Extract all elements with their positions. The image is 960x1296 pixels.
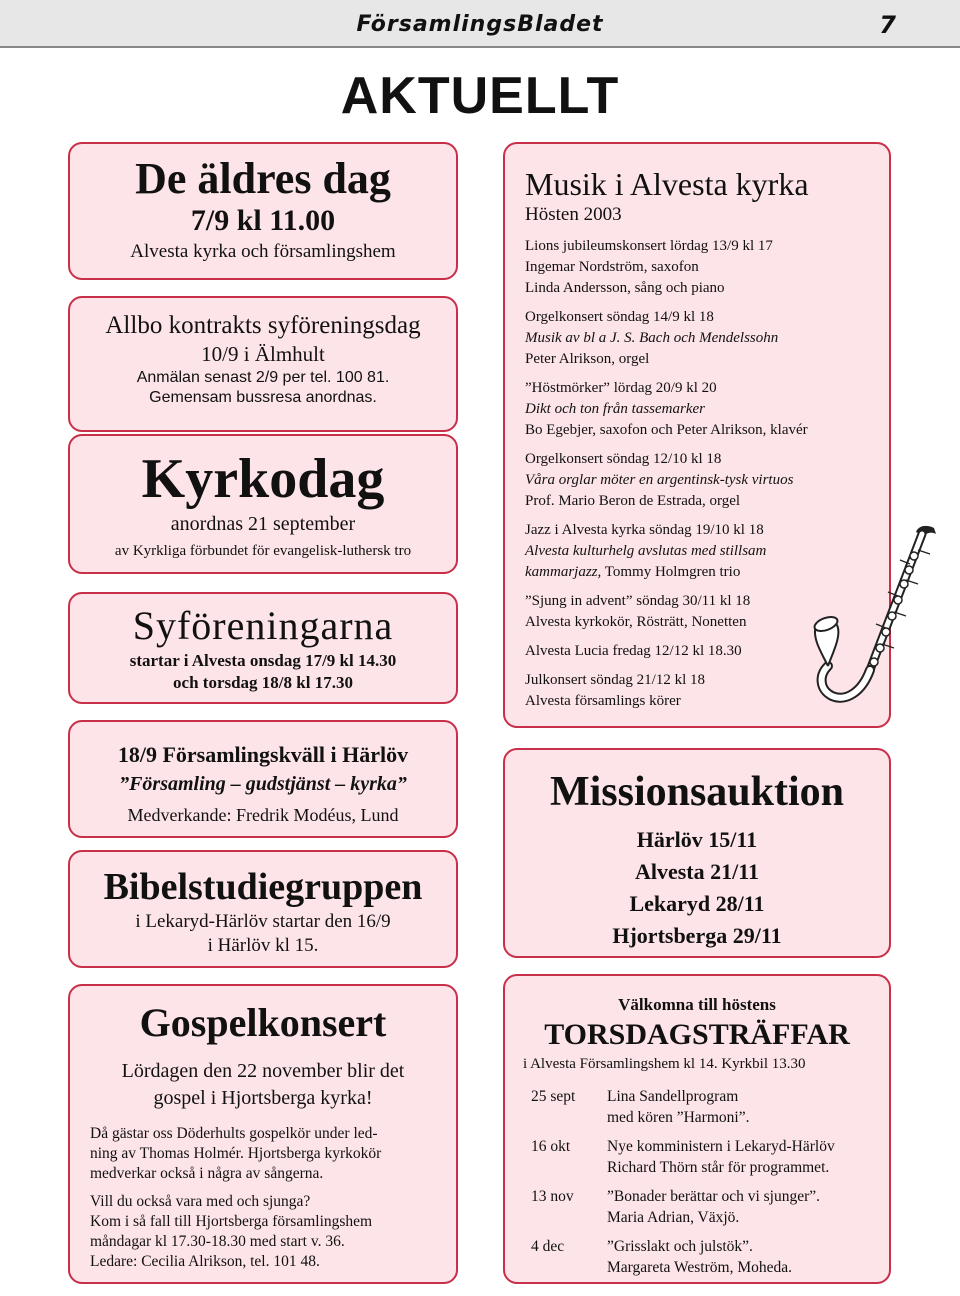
gospel-p1-line: ning av Thomas Holmér. Hjortsberga kyrkokör [90,1145,382,1162]
musik-event-line: Alvesta församlings körer [525,693,681,709]
musik-event-line: Orgelkonsert söndag 12/10 kl 18 [525,451,722,467]
torsdag-item-line: Nye komministern i Lekaryd-Härlöv [607,1138,835,1155]
musik-event [525,307,889,370]
gospel-p2-line: Ledare: Cecilia Alrikson, tel. 101 48. [90,1253,320,1270]
musik-event-italic: kammarjazz, [525,564,602,580]
torsdag-item-date: 13 nov [531,1188,574,1205]
torsdag-item-line: med kören ”Harmoni”. [607,1109,750,1126]
musik-event-line: Jazz i Alvesta kyrka söndag 19/10 kl 18 [525,522,764,538]
musik-event-line: Alvesta kulturhelg avslutas med stillsam [525,543,767,559]
gospel-p1-line: medverkar också i några av sångerna. [90,1165,324,1182]
musik-event-line: Dikt och ton från tassemarker [525,401,705,417]
missionsauktion-date: Härlöv 15/11 [636,827,758,852]
kyrkodag-line1: anordnas 21 september [170,513,356,535]
torsdag-item [531,1136,889,1178]
allbo-box [68,296,458,432]
musik-title: Musik i Alvesta kyrka [525,166,809,202]
missionsauktion-date: Lekaryd 28/11 [629,891,765,916]
torsdag-item-line: Maria Adrian, Växjö. [607,1209,740,1226]
gospel-title: Gospelkonsert [139,1000,387,1045]
gospel-p2-line: Vill du också vara med och sjunga? [90,1193,311,1210]
forsamlingskvall-box [68,720,458,838]
torsdag-item-date: 16 okt [531,1138,571,1155]
torsdag-item-date: 4 dec [531,1238,565,1255]
aldres-dag-when: 7/9 kl 11.00 [190,204,336,237]
syforeningarna-line1: startar i Alvesta onsdag 17/9 kl 14.30 [129,651,397,670]
torsdag-item-line: Richard Thörn står för programmet. [607,1159,830,1176]
kyrkodag-title: Kyrkodag [141,448,385,510]
section-title: AKTUELLT [340,67,620,125]
musik-event-line: Orgelkonsert söndag 14/9 kl 18 [525,309,714,325]
torsdag-item [531,1186,889,1228]
gospel-lead2: gospel i Hjortsberga kyrka! [153,1087,373,1109]
allbo-line2: Gemensam bussresa anordnas. [149,389,377,406]
musik-event-line: Alvesta kyrkokör, Rösträtt, Nonetten [525,614,747,630]
musik-event [525,449,889,512]
musik-event-line: ”Höstmörker” lördag 20/9 kl 20 [525,380,717,396]
missionsauktion-date: Alvesta 21/11 [634,859,760,884]
musik-event-line: ”Sjung in advent” söndag 30/11 kl 18 [525,593,751,609]
gospel-p2-line: Kom i så fall till Hjortsberga församlingshem [90,1213,373,1230]
musik-event-line: Våra orglar möter en argentinsk-tysk virtuos [525,472,794,488]
bibel-box [68,850,458,968]
missionsauktion-box [503,748,891,958]
musik-event [525,378,889,441]
musik-event-performer: Tommy Holmgren trio [601,564,741,580]
forsamlingskvall-title: 18/9 Församlingskväll i Härlöv [117,742,409,767]
torsdag-item-line: ”Bonader berättar och vi sjunger”. [607,1188,821,1205]
musik-subtitle: Hösten 2003 [525,204,622,225]
torsdag-where: i Alvesta Församlingshem kl 14. Kyrkbil 13.30 [523,1056,806,1072]
kyrkodag-box [68,434,458,574]
saxophone-icon [806,520,956,720]
torsdag-item [531,1236,889,1278]
missionsauktion-date: Hjortsberga 29/11 [612,923,782,948]
allbo-line1: Anmälan senast 2/9 per tel. 100 81. [136,369,390,386]
musik-event-line: Ingemar Nordström, saxofon [525,259,699,275]
forsamlingskvall-subtitle: ”Församling – gudstjänst – kyrka” [119,773,407,795]
gospel-p1-line: Då gästar oss Döderhults gospelkör under led- [90,1125,378,1142]
musik-event-line: Linda Andersson, sång och piano [525,280,725,296]
musik-event-line: Peter Alrikson, orgel [525,351,650,367]
aldres-dag-where: Alvesta kyrka och församlingshem [130,241,396,262]
torsdag-item-line: Lina Sandellprogram [607,1088,739,1105]
allbo-title: Allbo kontrakts syföreningsdag [105,312,421,339]
torsdag-title: TORSDAGSTRÄFFAR [544,1018,850,1051]
musik-event-line: Alvesta Lucia fredag 12/12 kl 18.30 [525,643,742,659]
aldres-dag-box [68,142,458,280]
torsdag-item-line: ”Grisslakt och julstök”. [607,1238,753,1255]
musik-event [525,236,889,299]
bibel-title: Bibelstudiegruppen [103,866,423,908]
torsdag-box [503,974,891,1284]
bibel-line1: i Lekaryd-Härlöv startar den 16/9 [135,911,391,932]
syforeningarna-title: Syföreningarna [132,603,394,648]
syforeningarna-box [68,592,458,704]
gospel-box [68,984,458,1284]
torsdag-intro: Välkomna till höstens [618,995,776,1014]
missionsauktion-title: Missionsauktion [549,769,845,815]
musik-event-line: Julkonsert söndag 21/12 kl 18 [525,672,705,688]
musik-event-line: Lions jubileumskonsert lördag 13/9 kl 17 [525,238,773,254]
bibel-line2: i Härlöv kl 15. [207,935,319,956]
musik-event-line: Musik av bl a J. S. Bach och Mendelssohn [525,330,779,346]
newsletter-title: FörsamlingsBladet [356,12,604,37]
torsdag-item [531,1086,889,1128]
gospel-lead1: Lördagen den 22 november blir det [121,1060,405,1082]
torsdag-item-line: Margareta Weström, Moheda. [607,1259,792,1276]
musik-event-line: Bo Egebjer, saxofon och Peter Alrikson, klavér [525,422,808,438]
forsamlingskvall-line: Medverkande: Fredrik Modéus, Lund [127,805,399,825]
syforeningarna-line2: och torsdag 18/8 kl 17.30 [173,673,353,692]
aldres-dag-title: De äldres dag [135,154,391,203]
musik-event-line: Prof. Mario Beron de Estrada, orgel [525,493,741,509]
kyrkodag-line2: av Kyrkliga förbundet för evangelisk-luthersk tro [114,543,412,559]
allbo-when: 10/9 i Älmhult [201,342,325,366]
torsdag-item-date: 25 sept [531,1088,576,1105]
page-number: 7 [879,11,896,39]
gospel-p2-line: måndagar kl 17.30-18.30 med start v. 36. [90,1233,345,1250]
